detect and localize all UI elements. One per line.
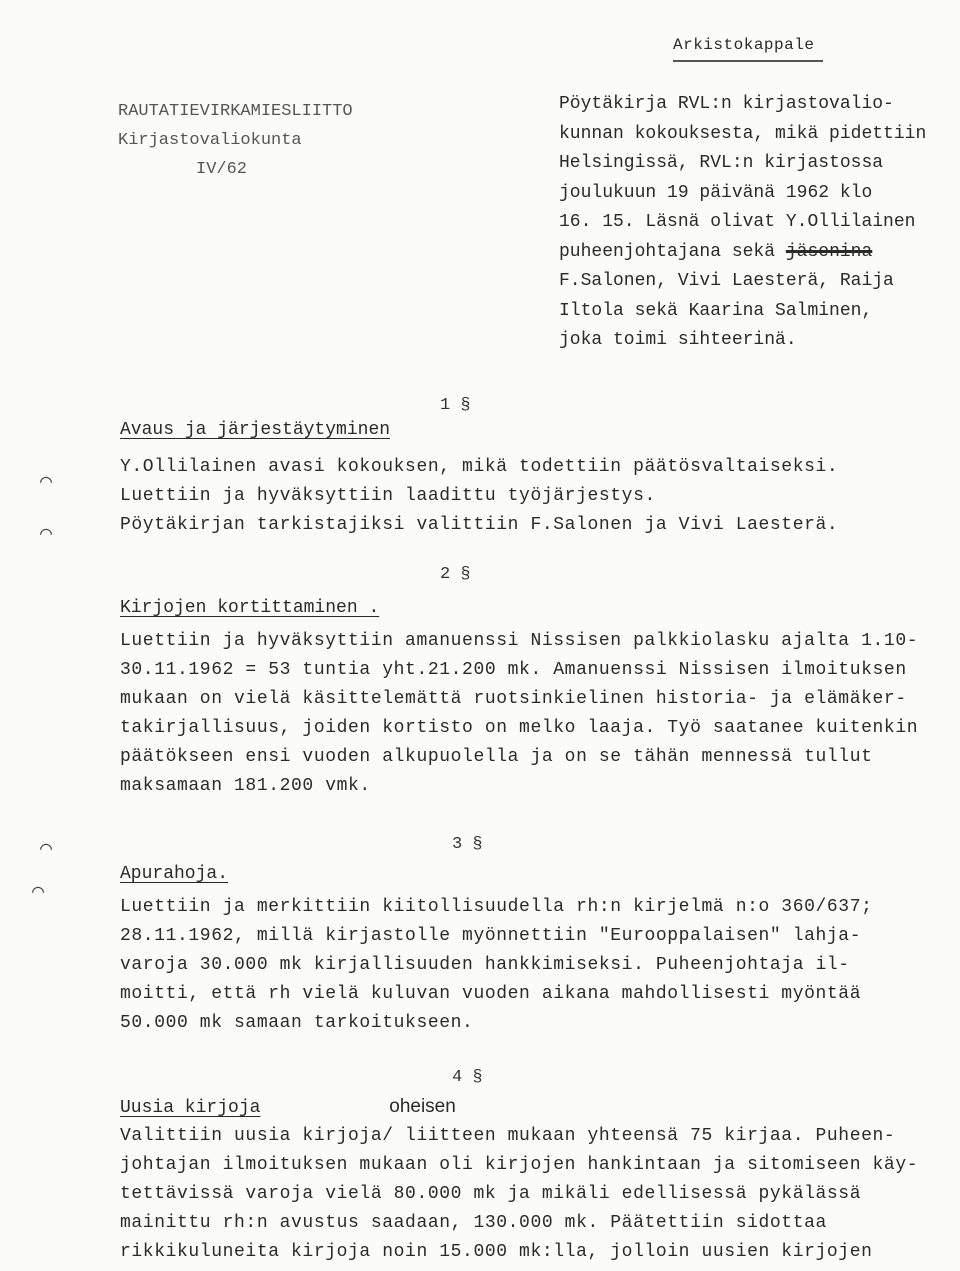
body-line: 28.11.1962, millä kirjastolle myönnettiin "Eurooppalaisen" lahja-	[120, 926, 862, 946]
body-line: varoja 30.000 mk kirjallisuuden hankkimiseksi. Puheenjohtaja il-	[120, 955, 850, 975]
body-line: maksamaan 181.200 vmk.	[120, 776, 371, 796]
margin-mark: ⌒	[40, 471, 53, 494]
body-line: päätökseen ensi vuoden alkupuolella ja on se tähän mennessä tullut	[120, 747, 873, 767]
body-line: mainittu rh:n avustus saadaan, 130.000 mk. Päätettiin sidottaa	[120, 1213, 827, 1233]
body-line: 30.11.1962 = 53 tuntia yht.21.200 mk. Amanuenssi Nissisen ilmoituksen	[120, 660, 907, 680]
organization-block	[118, 97, 353, 184]
section-heading: Kirjojen kortittaminen .	[120, 598, 380, 618]
body-line: Luettiin ja hyväksyttiin amanuenssi Nissisen palkkiolasku ajalta 1.10-	[120, 631, 919, 651]
body-line: Luettiin ja hyväksyttiin laadittu työjärjestys.	[120, 486, 656, 506]
section-body	[120, 893, 873, 1038]
section-body	[120, 627, 918, 801]
section-number: 2 §	[440, 565, 471, 584]
intro-line: kunnan kokouksesta, mikä pidettiin	[559, 123, 927, 144]
intro-line: Pöytäkirja RVL:n kirjastovalio-	[559, 94, 894, 114]
margin-mark: ⌒	[40, 838, 53, 861]
section-heading: Apurahoja.	[120, 864, 229, 884]
body-line: Y.Ollilainen avasi kokouksen, mikä todettiin päätösvaltaiseksi.	[120, 457, 839, 477]
intro-line	[559, 238, 926, 268]
body-line: Luettiin ja merkittiin kiitollisuudella rh:n kirjelmä n:o 360/637;	[120, 897, 873, 917]
org-name: RAUTATIEVIRKAMIESLIITTO	[118, 102, 353, 121]
doc-number: IV/62	[196, 160, 248, 179]
section-body	[120, 453, 838, 540]
margin-mark: ⌒	[40, 523, 53, 546]
intro-line: joka toimi sihteerinä.	[559, 330, 797, 350]
intro-paragraph	[559, 90, 926, 356]
body-line: rikkikuluneita kirjoja noin 15.000 mk:lla, jolloin uusien kirjojen	[120, 1242, 873, 1262]
section-heading: Uusia kirjoja	[120, 1098, 261, 1118]
intro-line: F.Salonen, Vivi Laesterä, Raija	[559, 271, 894, 291]
body-line: 50.000 mk samaan tarkoitukseen.	[120, 1013, 474, 1033]
archive-underline	[673, 60, 823, 62]
section-number: 3 §	[452, 835, 483, 854]
committee-name: Kirjastovaliokunta	[118, 131, 302, 150]
intro-line-text: puheenjohtajana sekä	[559, 241, 776, 262]
body-line: mukaan on vielä käsittelemättä ruotsinkielinen historia- ja elämäker-	[120, 689, 907, 709]
body-line: johtajan ilmoituksen mukaan oli kirjojen hankintaan ja sitomiseen käy-	[120, 1155, 919, 1175]
section-body	[120, 1122, 918, 1267]
section-number: 1 §	[440, 396, 471, 415]
intro-line: joulukuun 19 päivänä 1962 klo	[559, 182, 873, 203]
body-line: takirjallisuus, joiden kortisto on melko laaja. Työ saatanee kuitenkin	[120, 718, 919, 738]
margin-mark: ⌒	[32, 881, 45, 904]
body-line: moitti, että rh vielä kuluvan vuoden aikana mahdollisesti myöntää	[120, 984, 862, 1004]
body-line: tettävissä varoja vielä 80.000 mk ja mikäli edellisessä pykälässä	[120, 1184, 862, 1204]
struck-word: jäsenina	[785, 241, 873, 262]
intro-line: Helsingissä, RVL:n kirjastossa	[559, 153, 884, 173]
intro-line: 16. 15. Läsnä olivat Y.Ollilainen	[559, 212, 916, 232]
section-heading-row	[120, 1096, 456, 1118]
body-line: Pöytäkirjan tarkistajiksi valittiin F.Salonen ja Vivi Laesterä.	[120, 515, 839, 535]
section-heading: Avaus ja järjestäytyminen	[120, 420, 391, 440]
body-line: Valittiin uusia kirjoja/ liitteen mukaan yhteensä 75 kirjaa. Puheen-	[120, 1126, 896, 1146]
heading-suffix: oheisen	[389, 1096, 456, 1117]
archive-label: Arkistokappale	[673, 36, 815, 54]
section-number: 4 §	[452, 1068, 483, 1087]
intro-line: Iltola sekä Kaarina Salminen,	[559, 300, 873, 321]
